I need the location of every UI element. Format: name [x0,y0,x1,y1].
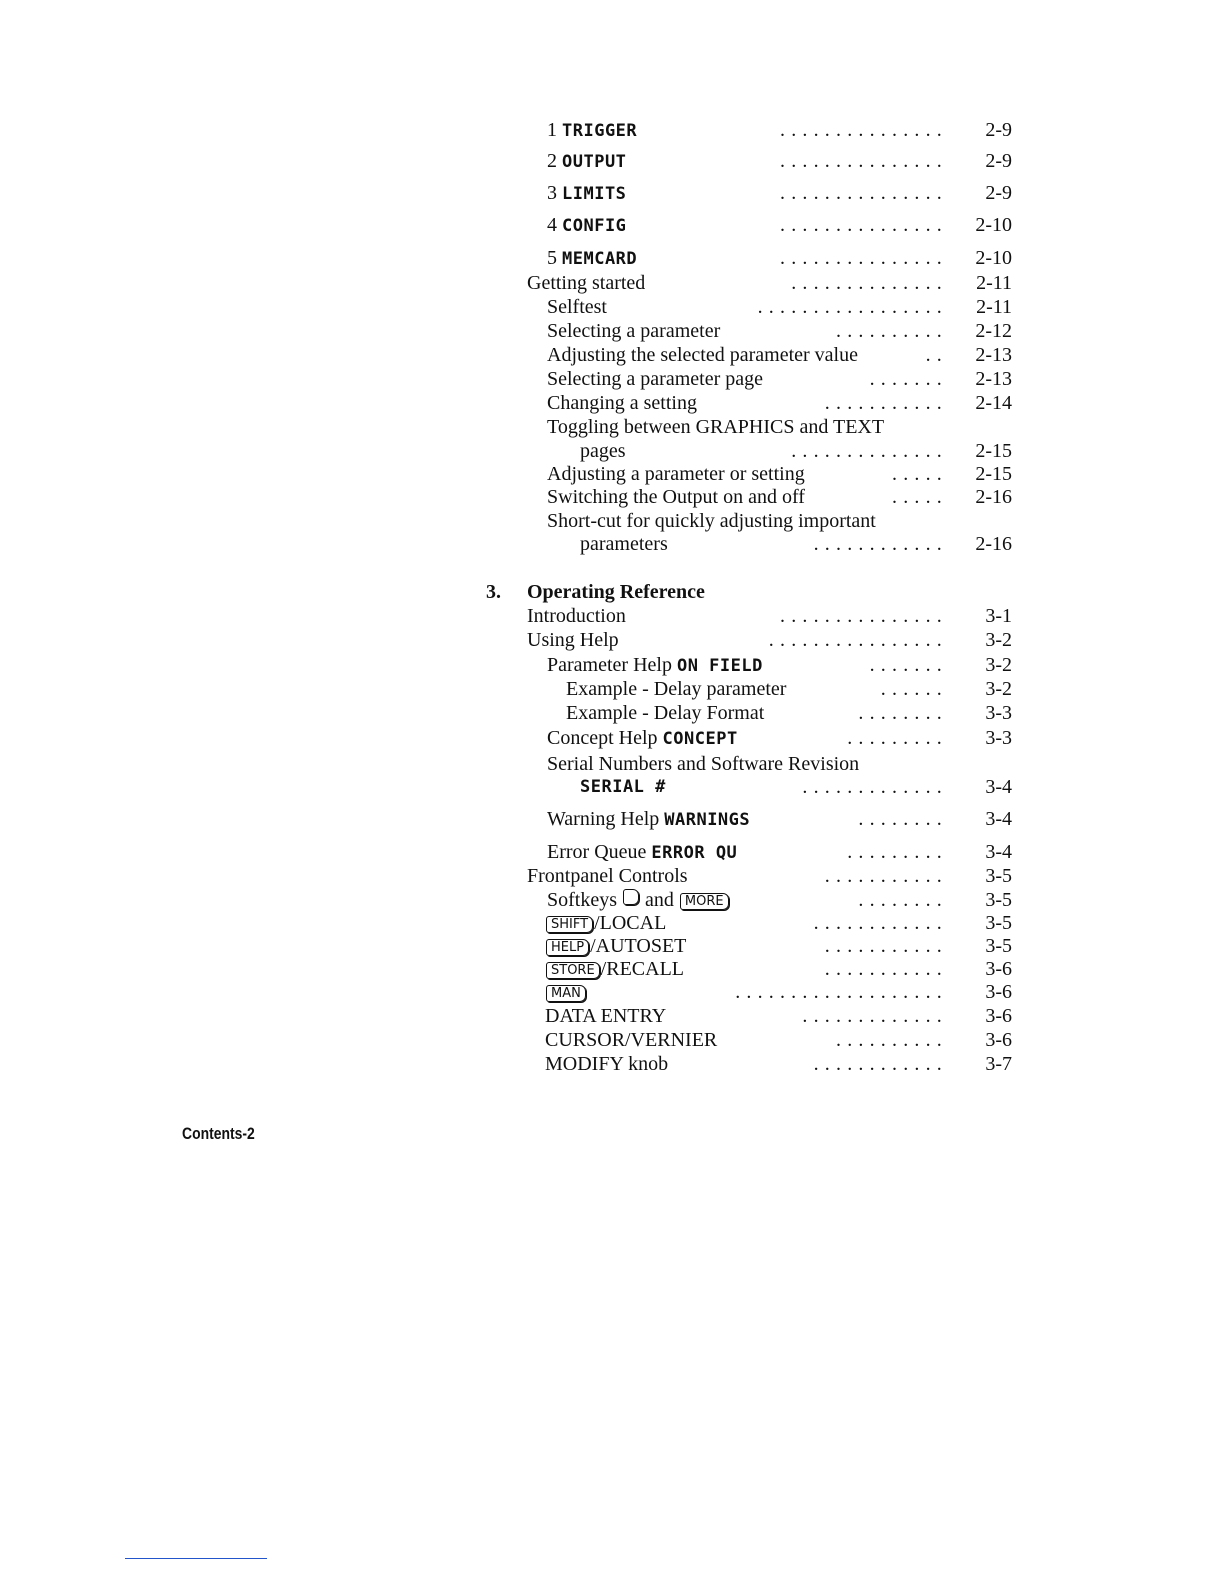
page-number: 3-2 [985,629,1012,651]
leader-dots: ............ [813,1053,948,1075]
softkey-code: LIMITS [562,184,627,204]
softkey-code: MEMCARD [562,249,638,269]
entry-title: Selecting a parameter page [547,368,763,390]
entry-title: Example - Delay parameter [566,678,787,700]
man-key-icon: MAN [546,985,586,1002]
leader-dots: ....... [869,654,948,676]
toc-entry-man[interactable] [0,980,1224,1004]
leader-dots: ............... [780,247,948,269]
chapter-number: 3. [486,581,501,603]
leader-dots: ................. [757,296,948,318]
toc-entry-shift-local[interactable] [0,911,1224,935]
leader-dots: ........... [824,958,948,980]
entry-title: Adjusting a parameter or setting [547,463,805,485]
entry-title: Parameter Help [547,654,677,676]
page-number: 2-9 [985,119,1012,141]
toc-entry-frontpanel-controls[interactable] [0,864,1224,888]
store-key-icon: STORE [546,962,600,979]
leader-dots: ........ [858,702,948,724]
leader-dots: ............... [780,119,948,141]
leader-dots: ............... [780,150,948,172]
page-number: 3-3 [985,702,1012,724]
page-number: 2-15 [975,440,1012,462]
leader-dots: ........... [824,865,948,887]
entry-title: Selftest [547,296,607,318]
page-number: 3-4 [985,841,1012,863]
chapter-heading[interactable] [0,580,1224,604]
entry-title: Using Help [527,629,619,651]
page-number: 2-9 [985,150,1012,172]
leader-dots: ..... [892,463,948,485]
entry-title: Warning Help [547,808,665,830]
entry-title-continued: pages [580,440,626,462]
page-number: 3-1 [985,605,1012,627]
entry-number: 1 [547,119,562,141]
toc-entry-cursor-vernier[interactable] [0,1028,1224,1052]
entry-title: Toggling between GRAPHICS and TEXT [547,416,885,438]
page-number: 3-6 [985,981,1012,1003]
toc-entry-toggling-line2[interactable] [0,439,1224,463]
leader-dots: .......... [836,320,948,342]
page-number: 2-11 [976,272,1012,294]
toc-entry-trigger[interactable] [0,118,1224,142]
page-number: 3-5 [985,912,1012,934]
softkey-code: OUTPUT [562,152,627,172]
help-key-icon: HELP [546,939,589,956]
page-number: 2-13 [975,344,1012,366]
page-number: 3-5 [985,865,1012,887]
toc-entry-help-autoset[interactable] [0,934,1224,958]
leader-dots: ............... [780,605,948,627]
softkey-code: WARNINGS [664,810,751,830]
toc-entry-introduction[interactable] [0,604,1224,628]
toc-entry-toggling-line1[interactable] [0,415,1224,439]
page-number: 2-13 [975,368,1012,390]
entry-title: Example - Delay Format [566,702,765,724]
toc-entry-serial-line2[interactable] [0,775,1224,799]
page-number: 3-5 [985,935,1012,957]
toc-entry-shortcut-line2[interactable] [0,532,1224,556]
footer-rule [125,1558,267,1559]
page-number: 3-2 [985,654,1012,676]
leader-dots: ........ [858,808,948,830]
toc-entry-switching-output[interactable] [0,485,1224,509]
softkey-code: CONFIG [562,216,627,236]
toc-entry-modify-knob[interactable] [0,1052,1224,1076]
toc-entry-parameter-help[interactable] [0,653,1224,677]
page-number: 3-6 [985,1005,1012,1027]
toc-entry-example-delay-parameter[interactable] [0,677,1224,701]
entry-title: Selecting a parameter [547,320,721,342]
entry-title: Softkeys [547,889,617,911]
toc-entry-config[interactable] [0,213,1224,237]
entry-title: /LOCAL [594,912,667,934]
leader-dots: ................... [735,981,948,1003]
softkey-code: ON FIELD [676,656,763,676]
leader-dots: ............. [802,1005,948,1027]
page-number: 2-16 [975,533,1012,555]
entry-title: /RECALL [600,958,685,980]
toc-entry-selecting-parameter[interactable] [0,319,1224,343]
entry-title: Short-cut for quickly adjusting important [547,510,876,532]
toc-entry-adjusting-selected[interactable] [0,343,1224,367]
leader-dots: ............ [813,533,948,555]
toc-entry-selecting-page[interactable] [0,367,1224,391]
page-number: 2-10 [975,247,1012,269]
toc-entry-data-entry[interactable] [0,1004,1224,1028]
page-number: 3-2 [985,678,1012,700]
page-number: 3-4 [985,808,1012,830]
entry-title: Adjusting the selected parameter value [547,344,858,366]
toc-entry-changing-setting[interactable] [0,391,1224,415]
entry-title: Frontpanel Controls [527,865,688,887]
leader-dots: .............. [791,440,948,462]
entry-title: DATA ENTRY [545,1005,667,1027]
toc-entry-warning-help[interactable] [0,807,1224,831]
leader-dots: ............... [780,182,948,204]
page-number: 2-16 [975,486,1012,508]
toc-entry-store-recall[interactable] [0,957,1224,981]
entry-title-continued: parameters [580,533,668,555]
page-number: 3-5 [985,889,1012,911]
entry-number: 3 [547,182,562,204]
softkey-code: SERIAL # [580,777,666,797]
toc-entry-adjusting-setting[interactable] [0,462,1224,486]
toc-entry-serial-line1[interactable] [0,752,1224,776]
page-number: 2-14 [975,392,1012,414]
more-key-icon: MORE [680,893,729,910]
entry-title: Serial Numbers and Software Revision [547,753,860,775]
entry-title: /AUTOSET [590,935,687,957]
toc-entry-error-queue[interactable] [0,840,1224,864]
entry-title: Error Queue [547,841,652,863]
chapter-title: Operating Reference [527,581,705,603]
leader-dots: .. [925,344,948,366]
toc-entry-shortcut-line1[interactable] [0,509,1224,533]
toc-entry-getting-started[interactable] [0,271,1224,295]
shift-key-icon: SHIFT [546,916,593,933]
leader-dots: ......... [847,727,948,749]
leader-dots: ...... [880,678,948,700]
entry-title: Changing a setting [547,392,697,414]
page-number: 3-3 [985,727,1012,749]
leader-dots: ........... [824,392,948,414]
page-number: 2-15 [975,463,1012,485]
page-number: 3-6 [985,1029,1012,1051]
toc-entry-memcard[interactable] [0,246,1224,270]
entry-title: Switching the Output on and off [547,486,805,508]
entry-number: 4 [547,214,562,236]
page-number: 2-11 [976,296,1012,318]
entry-title: MODIFY knob [545,1053,669,1075]
toc-entry-using-help[interactable] [0,628,1224,652]
leader-dots: ........... [824,935,948,957]
conjunction: and [645,889,674,911]
entry-title: Getting started [527,272,646,294]
leader-dots: ..... [892,486,948,508]
page-footer-label: Contents-2 [182,1124,255,1143]
leader-dots: ............... [780,214,948,236]
leader-dots: ......... [847,841,948,863]
softkey-code: ERROR QU [651,843,738,863]
toc-entry-limits[interactable] [0,181,1224,205]
softkey-code: CONCEPT [662,729,738,749]
toc-entry-output[interactable] [0,149,1224,173]
page-number: 3-6 [985,958,1012,980]
leader-dots: ................ [768,629,948,651]
leader-dots: ....... [869,368,948,390]
entry-number: 2 [547,150,562,172]
leader-dots: ........ [858,889,948,911]
page-number: 2-12 [975,320,1012,342]
page-number: 2-10 [975,214,1012,236]
leader-dots: .......... [836,1029,948,1051]
entry-title: Concept Help [547,727,663,749]
toc-entry-softkeys[interactable] [0,888,1224,912]
entry-number: 5 [547,247,562,269]
softkey-code: TRIGGER [562,121,638,141]
entry-title: CURSOR/VERNIER [545,1029,718,1051]
leader-dots: .............. [791,272,948,294]
toc-entry-example-delay-format[interactable] [0,701,1224,725]
page-number: 3-7 [985,1053,1012,1075]
entry-title: Introduction [527,605,626,627]
page-number: 2-9 [985,182,1012,204]
toc-entry-concept-help[interactable] [0,726,1224,750]
leader-dots: ............. [802,776,948,798]
page-number: 3-4 [985,776,1012,798]
toc-entry-selftest[interactable] [0,295,1224,319]
leader-dots: ............ [813,912,948,934]
